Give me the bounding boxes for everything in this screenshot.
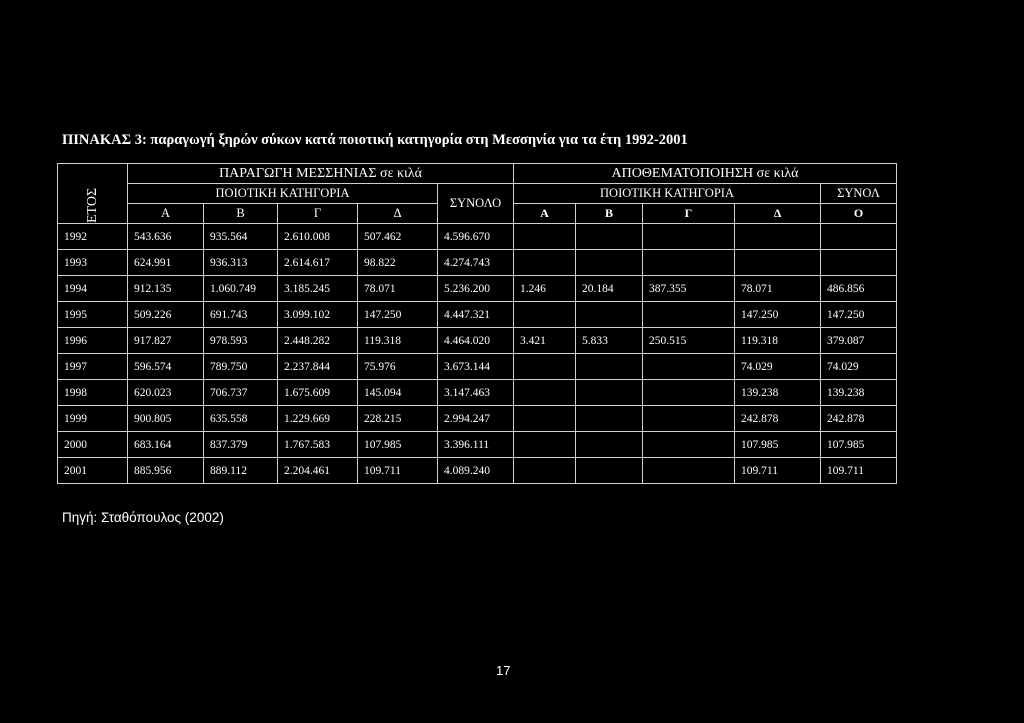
prod-value-cell: 107.985 (358, 432, 438, 458)
prod-value-cell: 789.750 (204, 354, 278, 380)
store-value-cell (735, 250, 821, 276)
store-total-cell: 109.711 (821, 458, 897, 484)
store-value-cell (576, 302, 643, 328)
store-total-header-a: ΣΥΝΟΛ (821, 184, 897, 204)
store-total-cell: 107.985 (821, 432, 897, 458)
table-title: ΠΙΝΑΚΑΣ 3: παραγωγή ξηρών σύκων κατά ποιοτική κατηγορία στη Μεσσηνία για τα έτη 1992-2001 (62, 132, 688, 148)
store-value-cell (576, 250, 643, 276)
fig-production-table (57, 163, 897, 484)
store-value-cell: 74.029 (735, 354, 821, 380)
prod-value-cell: 507.462 (358, 224, 438, 250)
prod-value-cell: 935.564 (204, 224, 278, 250)
prod-cat-d: Δ (358, 204, 438, 224)
prod-value-cell: 635.558 (204, 406, 278, 432)
store-value-cell (643, 406, 735, 432)
year-cell: 2000 (58, 432, 128, 458)
table-row (58, 328, 897, 354)
prod-cat-b: B (204, 204, 278, 224)
prod-value-cell: 119.318 (358, 328, 438, 354)
prod-value-cell: 683.164 (128, 432, 204, 458)
store-value-cell (514, 302, 576, 328)
store-value-cell: 119.318 (735, 328, 821, 354)
store-total-cell (821, 250, 897, 276)
prod-total-cell: 5.236.200 (438, 276, 514, 302)
prod-quality-header: ΠΟΙΟΤΙΚΗ ΚΑΤΗΓΟΡΙΑ (128, 184, 438, 204)
prod-value-cell: 2.204.461 (278, 458, 358, 484)
store-value-cell: 78.071 (735, 276, 821, 302)
prod-value-cell: 706.737 (204, 380, 278, 406)
store-cat-b: B (576, 204, 643, 224)
store-value-cell (576, 380, 643, 406)
prod-value-cell: 1.675.609 (278, 380, 358, 406)
store-total-cell: 242.878 (821, 406, 897, 432)
prod-value-cell: 624.991 (128, 250, 204, 276)
store-value-cell (514, 354, 576, 380)
year-cell: 1998 (58, 380, 128, 406)
prod-value-cell: 978.593 (204, 328, 278, 354)
prod-total-cell: 3.396.111 (438, 432, 514, 458)
store-total-cell: 147.250 (821, 302, 897, 328)
page-number: 17 (496, 663, 511, 678)
store-value-cell (514, 250, 576, 276)
prod-value-cell: 109.711 (358, 458, 438, 484)
prod-value-cell: 596.574 (128, 354, 204, 380)
store-value-cell (576, 224, 643, 250)
store-value-cell (514, 406, 576, 432)
table-row (58, 276, 897, 302)
prod-value-cell: 543.636 (128, 224, 204, 250)
year-cell: 1993 (58, 250, 128, 276)
store-value-cell: 109.711 (735, 458, 821, 484)
store-value-cell (643, 354, 735, 380)
prod-value-cell: 912.135 (128, 276, 204, 302)
store-value-cell: 147.250 (735, 302, 821, 328)
store-value-cell: 1.246 (514, 276, 576, 302)
prod-total-header: ΣΥΝΟΛΟ (438, 184, 514, 224)
prod-value-cell: 98.822 (358, 250, 438, 276)
prod-value-cell: 917.827 (128, 328, 204, 354)
store-total-cell: 379.087 (821, 328, 897, 354)
store-value-cell: 250.515 (643, 328, 735, 354)
store-value-cell (643, 302, 735, 328)
year-cell: 1996 (58, 328, 128, 354)
year-cell: 1992 (58, 224, 128, 250)
prod-value-cell: 1.229.669 (278, 406, 358, 432)
prod-value-cell: 620.023 (128, 380, 204, 406)
table-row (58, 432, 897, 458)
year-cell: 1997 (58, 354, 128, 380)
table-row (58, 224, 897, 250)
prod-value-cell: 889.112 (204, 458, 278, 484)
store-value-cell (643, 458, 735, 484)
prod-value-cell: 936.313 (204, 250, 278, 276)
store-value-cell: 20.184 (576, 276, 643, 302)
prod-total-cell: 4.274.743 (438, 250, 514, 276)
prod-total-cell: 2.994.247 (438, 406, 514, 432)
store-value-cell: 242.878 (735, 406, 821, 432)
store-value-cell (735, 224, 821, 250)
table-row (58, 250, 897, 276)
table-row (58, 354, 897, 380)
prod-total-cell: 4.447.321 (438, 302, 514, 328)
prod-total-cell: 4.596.670 (438, 224, 514, 250)
prod-cat-a: A (128, 204, 204, 224)
store-value-cell (514, 224, 576, 250)
store-value-cell (576, 354, 643, 380)
store-value-cell (576, 458, 643, 484)
store-total-header-b: Ο (821, 204, 897, 224)
prod-value-cell: 509.226 (128, 302, 204, 328)
store-value-cell (514, 432, 576, 458)
store-total-cell: 486.856 (821, 276, 897, 302)
store-value-cell (514, 380, 576, 406)
store-value-cell: 5.833 (576, 328, 643, 354)
table-row (58, 458, 897, 484)
store-quality-header: ΠΟΙΟΤΙΚΗ ΚΑΤΗΓΟΡΙΑ (514, 184, 821, 204)
prod-value-cell: 147.250 (358, 302, 438, 328)
store-value-cell (643, 432, 735, 458)
store-value-cell (576, 406, 643, 432)
store-value-cell: 139.238 (735, 380, 821, 406)
prod-value-cell: 900.805 (128, 406, 204, 432)
year-cell: 1994 (58, 276, 128, 302)
year-cell: 2001 (58, 458, 128, 484)
year-header: ΕΤΟΣ (58, 164, 128, 224)
prod-value-cell: 1.767.583 (278, 432, 358, 458)
store-value-cell: 107.985 (735, 432, 821, 458)
year-cell: 1995 (58, 302, 128, 328)
prod-value-cell: 2.448.282 (278, 328, 358, 354)
prod-cat-g: Γ (278, 204, 358, 224)
prod-value-cell: 145.094 (358, 380, 438, 406)
table-row (58, 302, 897, 328)
store-cat-a: A (514, 204, 576, 224)
source-note: Πηγή: Σταθόπουλος (2002) (62, 510, 224, 525)
store-value-cell (643, 250, 735, 276)
store-value-cell: 387.355 (643, 276, 735, 302)
store-cat-d: Δ (735, 204, 821, 224)
year-cell: 1999 (58, 406, 128, 432)
store-value-cell: 3.421 (514, 328, 576, 354)
prod-value-cell: 885.956 (128, 458, 204, 484)
prod-value-cell: 3.185.245 (278, 276, 358, 302)
prod-value-cell: 837.379 (204, 432, 278, 458)
store-total-cell: 139.238 (821, 380, 897, 406)
store-value-cell (643, 380, 735, 406)
store-total-cell (821, 224, 897, 250)
prod-value-cell: 691.743 (204, 302, 278, 328)
table-row (58, 380, 897, 406)
prod-value-cell: 2.610.008 (278, 224, 358, 250)
production-header: ΠΑΡΑΓΩΓΗ ΜΕΣΣΗΝΙΑΣ σε κιλά (128, 164, 514, 184)
prod-total-cell: 3.147.463 (438, 380, 514, 406)
prod-value-cell: 78.071 (358, 276, 438, 302)
store-total-cell: 74.029 (821, 354, 897, 380)
prod-value-cell: 75.976 (358, 354, 438, 380)
store-value-cell (514, 458, 576, 484)
prod-value-cell: 1.060.749 (204, 276, 278, 302)
prod-total-cell: 4.464.020 (438, 328, 514, 354)
prod-value-cell: 2.614.617 (278, 250, 358, 276)
storage-header: ΑΠΟΘΕΜΑΤΟΠΟΙΗΣΗ σε κιλά (514, 164, 897, 184)
prod-total-cell: 3.673.144 (438, 354, 514, 380)
store-cat-g: Γ (643, 204, 735, 224)
prod-value-cell: 2.237.844 (278, 354, 358, 380)
prod-total-cell: 4.089.240 (438, 458, 514, 484)
store-value-cell (576, 432, 643, 458)
table-row (58, 406, 897, 432)
prod-value-cell: 228.215 (358, 406, 438, 432)
prod-value-cell: 3.099.102 (278, 302, 358, 328)
store-value-cell (643, 224, 735, 250)
